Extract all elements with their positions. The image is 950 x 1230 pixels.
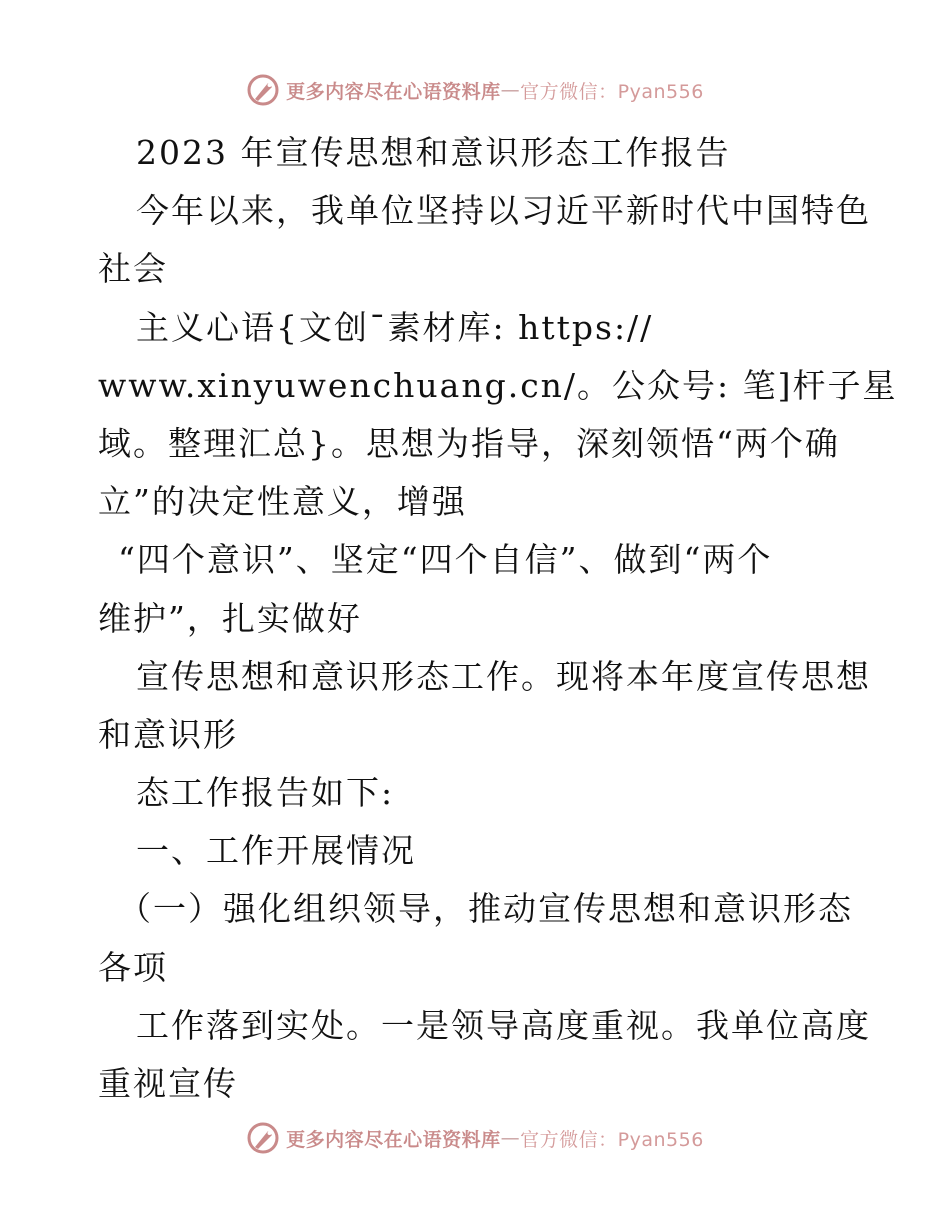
watermark-separator: — (500, 1127, 521, 1149)
paragraph-line: 维护”，扎实做好 (98, 598, 362, 638)
paragraph-line: 和意识形 (98, 714, 238, 754)
paragraph-line: 重视宣传 (98, 1064, 238, 1103)
watermark-account: 官方微信：Pyan556 (520, 80, 704, 103)
subsection-heading: （一）强化组织领导，推动宣传思想和意识形态 (118, 889, 853, 929)
paragraph-line: 宣传思想和意识形态工作。现将本年度宣传思想 (136, 656, 871, 696)
document-body (98, 124, 898, 1113)
paragraph-line: 态工作报告如下: (136, 773, 395, 813)
watermark-banner-bottom (0, 1118, 950, 1158)
pen-nib-logo-icon (246, 73, 280, 107)
paragraph-line: “四个意识”、坚定“四个自信”、做到“两个 (118, 540, 773, 580)
paragraph-line: 工作落到实处。一是领导高度重视。我单位高度 (136, 1005, 871, 1045)
paragraph-line: 社会 (98, 249, 168, 289)
watermark-separator: — (500, 79, 521, 101)
paragraph-line: 立”的决定性意义，增强 (98, 482, 467, 522)
paragraph-line: 主义心语{文创¯素材库: https:// (136, 307, 654, 347)
paragraph-line: www.xinyuwenchuang.cn/。公众号: 笔]杆子星 (98, 365, 898, 405)
section-heading: 一、工作开展情况 (136, 831, 416, 871)
paragraph-line: 各项 (98, 947, 168, 987)
watermark-brand: 更多内容尽在心语资料库 (286, 80, 501, 103)
paragraph-line: 域。整理汇总}。思想为指导，深刻领悟“两个确 (98, 423, 840, 463)
pen-nib-logo-icon (246, 1121, 280, 1155)
watermark-brand: 更多内容尽在心语资料库 (286, 1128, 501, 1151)
paragraph-line: 今年以来，我单位坚持以习近平新时代中国特色 (136, 191, 871, 231)
watermark-account: 官方微信：Pyan556 (520, 1128, 704, 1151)
watermark-banner-top (0, 70, 950, 110)
document-title: 2023 年宣传思想和意识形态工作报告 (136, 133, 731, 172)
